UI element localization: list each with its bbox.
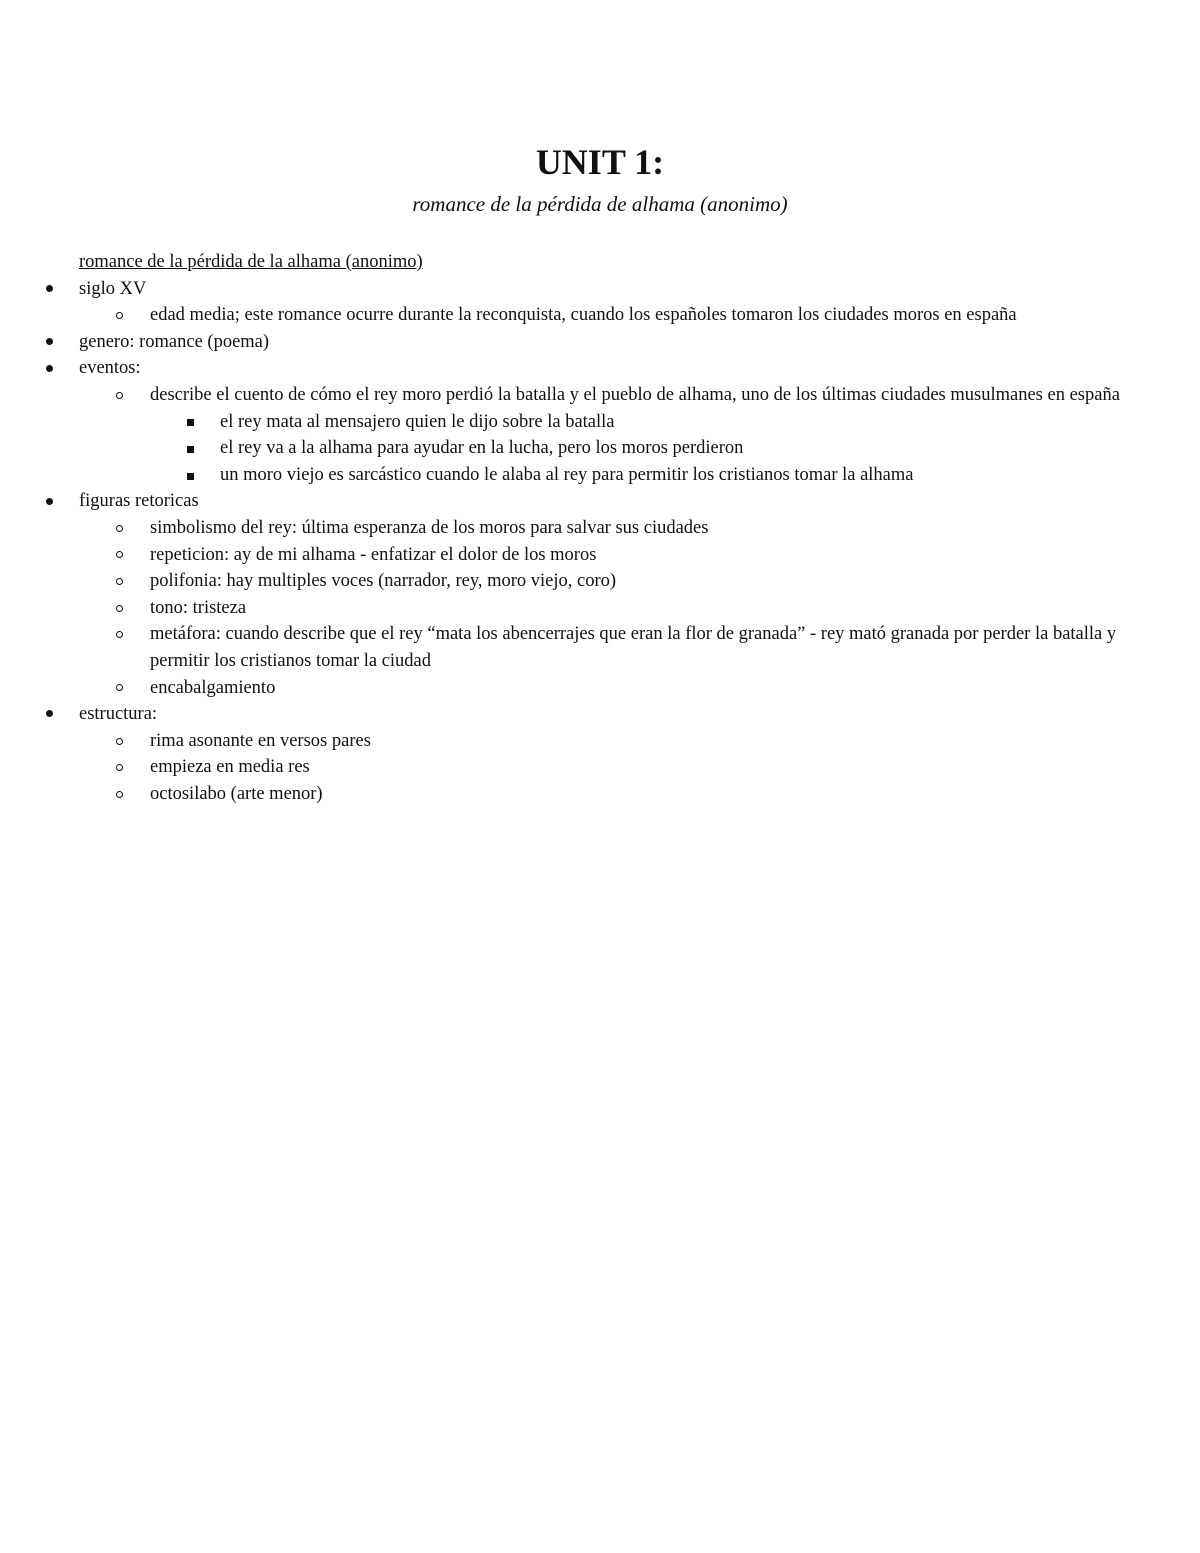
bullet-square-icon bbox=[183, 409, 197, 436]
bullet-disc-icon bbox=[42, 276, 56, 303]
list-item: polifonia: hay multiples voces (narrador, rey, moro viejo, coro) bbox=[0, 568, 1200, 595]
bullet-disc-icon bbox=[42, 355, 56, 382]
page-subtitle: romance de la pérdida de alhama (anonimo) bbox=[412, 192, 788, 216]
list-item: repeticion: ay de mi alhama - enfatizar el dolor de los moros bbox=[0, 542, 1200, 569]
list-item: describe el cuento de cómo el rey moro perdió la batalla y el pueblo de alhama, uno de los últimas ciudades musulmanes en españa bbox=[0, 382, 1200, 409]
list-item: simbolismo del rey: última esperanza de los moros para salvar sus ciudades bbox=[0, 515, 1200, 542]
list-item: siglo XV bbox=[0, 276, 1200, 303]
bullet-square-icon bbox=[183, 435, 197, 462]
bullet-circle-icon bbox=[112, 515, 126, 542]
list-item: el rey mata al mensajero quien le dijo sobre la batalla bbox=[0, 409, 1200, 436]
bullet-circle-icon bbox=[112, 568, 126, 595]
list-item: tono: tristeza bbox=[0, 595, 1200, 622]
list-item: figuras retoricas bbox=[0, 488, 1200, 515]
list-item: el rey va a la alhama para ayudar en la lucha, pero los moros perdieron bbox=[0, 435, 1200, 462]
bullet-disc-icon bbox=[42, 329, 56, 356]
list-item-continuation: permitir los cristianos tomar la ciudad bbox=[150, 650, 432, 671]
bullet-circle-icon bbox=[112, 595, 126, 622]
section-heading: romance de la pérdida de la alhama (anonimo) bbox=[79, 252, 423, 272]
bullet-circle-icon bbox=[112, 675, 126, 702]
bullet-circle-icon bbox=[112, 754, 126, 781]
bullet-square-icon bbox=[183, 462, 197, 489]
bullet-circle-icon bbox=[112, 621, 126, 648]
list-item: estructura: bbox=[0, 701, 1200, 728]
list-item: encabalgamiento bbox=[0, 675, 1200, 702]
bullet-circle-icon bbox=[112, 728, 126, 755]
list-item: eventos: bbox=[0, 355, 1200, 382]
list-item: un moro viejo es sarcástico cuando le alaba al rey para permitir los cristianos tomar la alhama bbox=[0, 462, 1200, 489]
list-item: octosilabo (arte menor) bbox=[0, 781, 1200, 808]
list-item: edad media; este romance ocurre durante la reconquista, cuando los españoles tomaron los ciudades moros en españa bbox=[0, 302, 1200, 329]
bullet-disc-icon bbox=[42, 701, 56, 728]
bullet-circle-icon bbox=[112, 781, 126, 808]
bullet-disc-icon bbox=[42, 488, 56, 515]
page-title: UNIT 1: bbox=[535, 142, 665, 182]
list-item: genero: romance (poema) bbox=[0, 329, 1200, 356]
bullet-circle-icon bbox=[112, 542, 126, 569]
notes-outline bbox=[0, 249, 1200, 807]
bullet-circle-icon bbox=[112, 382, 126, 409]
list-item: metáfora: cuando describe que el rey “mata los abencerrajes que eran la flor de granada” - rey mató granada por perder la batalla y bbox=[0, 621, 1200, 648]
list-item: empieza en media res bbox=[0, 754, 1200, 781]
list-item: rima asonante en versos pares bbox=[0, 728, 1200, 755]
bullet-circle-icon bbox=[112, 302, 126, 329]
section-heading-line bbox=[0, 249, 1200, 276]
